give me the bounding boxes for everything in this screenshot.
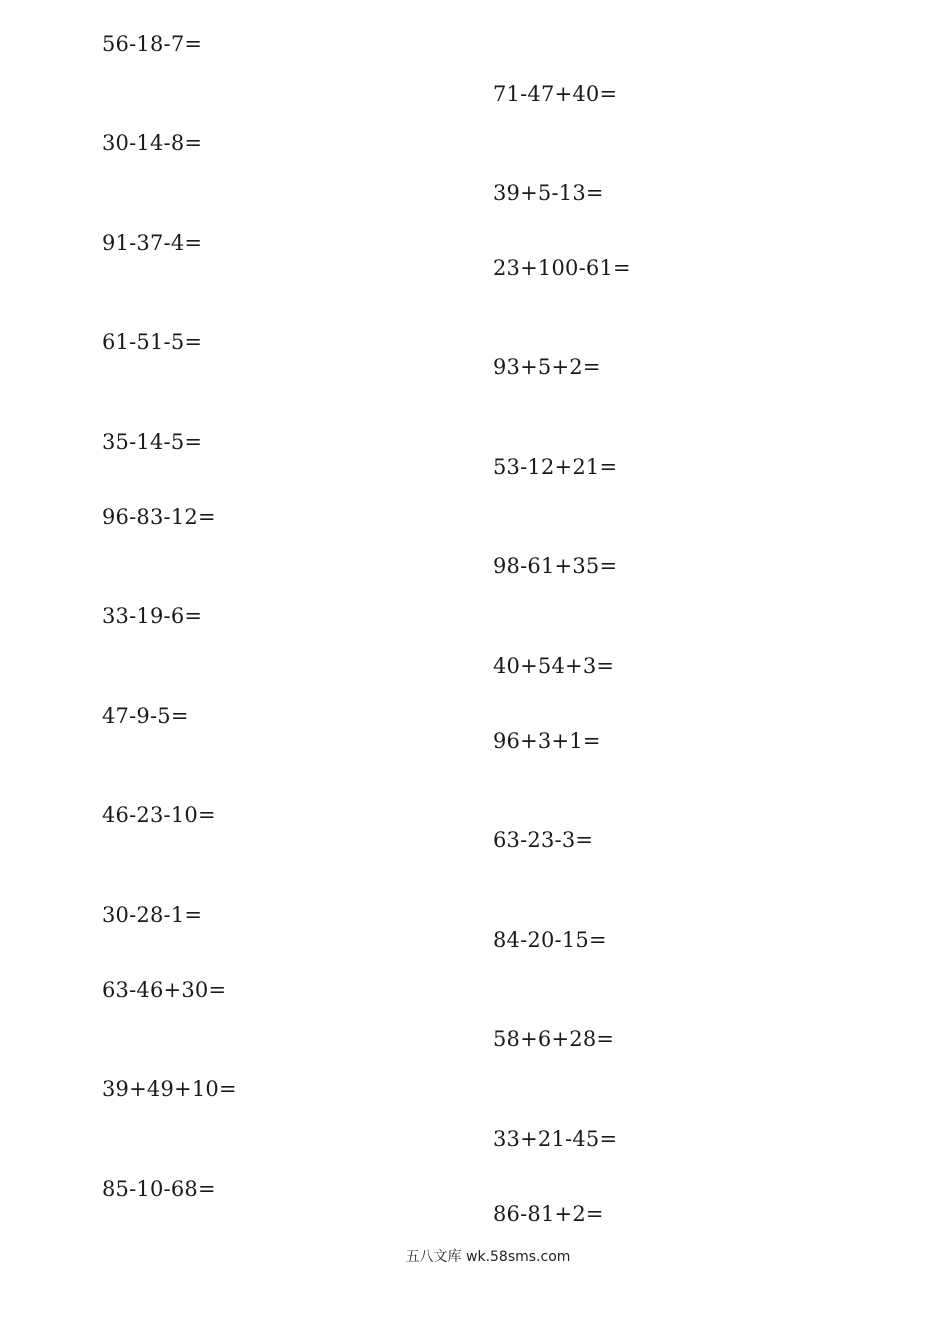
problem-left-8: 47-9-5= — [102, 704, 189, 728]
problem-left-9: 46-23-10= — [102, 803, 216, 827]
problem-right-6: 98-61+35= — [493, 554, 618, 578]
problem-left-11: 63-46+30= — [102, 978, 227, 1002]
problem-right-11: 58+6+28= — [493, 1027, 615, 1051]
problem-left-7: 33-19-6= — [102, 604, 203, 628]
problem-right-2: 39+5-13= — [493, 181, 604, 205]
problem-left-1: 56-18-7= — [102, 32, 203, 56]
problem-left-4: 61-51-5= — [102, 330, 203, 354]
problem-right-13: 86-81+2= — [493, 1202, 604, 1226]
problem-right-5: 53-12+21= — [493, 455, 618, 479]
problem-right-8: 96+3+1= — [493, 729, 601, 753]
problem-right-10: 84-20-15= — [493, 928, 607, 952]
problem-right-1: 71-47+40= — [493, 82, 618, 106]
problem-left-3: 91-37-4= — [102, 231, 203, 255]
problem-left-12: 39+49+10= — [102, 1077, 237, 1101]
problem-left-5: 35-14-5= — [102, 430, 203, 454]
problem-right-12: 33+21-45= — [493, 1127, 618, 1151]
problem-right-3: 23+100-61= — [493, 256, 631, 280]
problem-right-4: 93+5+2= — [493, 355, 601, 379]
footer-watermark: 五八文库 wk.58sms.com — [405, 1249, 571, 1265]
problem-left-2: 30-14-8= — [102, 131, 203, 155]
problem-right-7: 40+54+3= — [493, 654, 615, 678]
problem-right-9: 63-23-3= — [493, 828, 594, 852]
problem-left-10: 30-28-1= — [102, 903, 203, 927]
problem-left-13: 85-10-68= — [102, 1177, 216, 1201]
problem-left-6: 96-83-12= — [102, 505, 216, 529]
